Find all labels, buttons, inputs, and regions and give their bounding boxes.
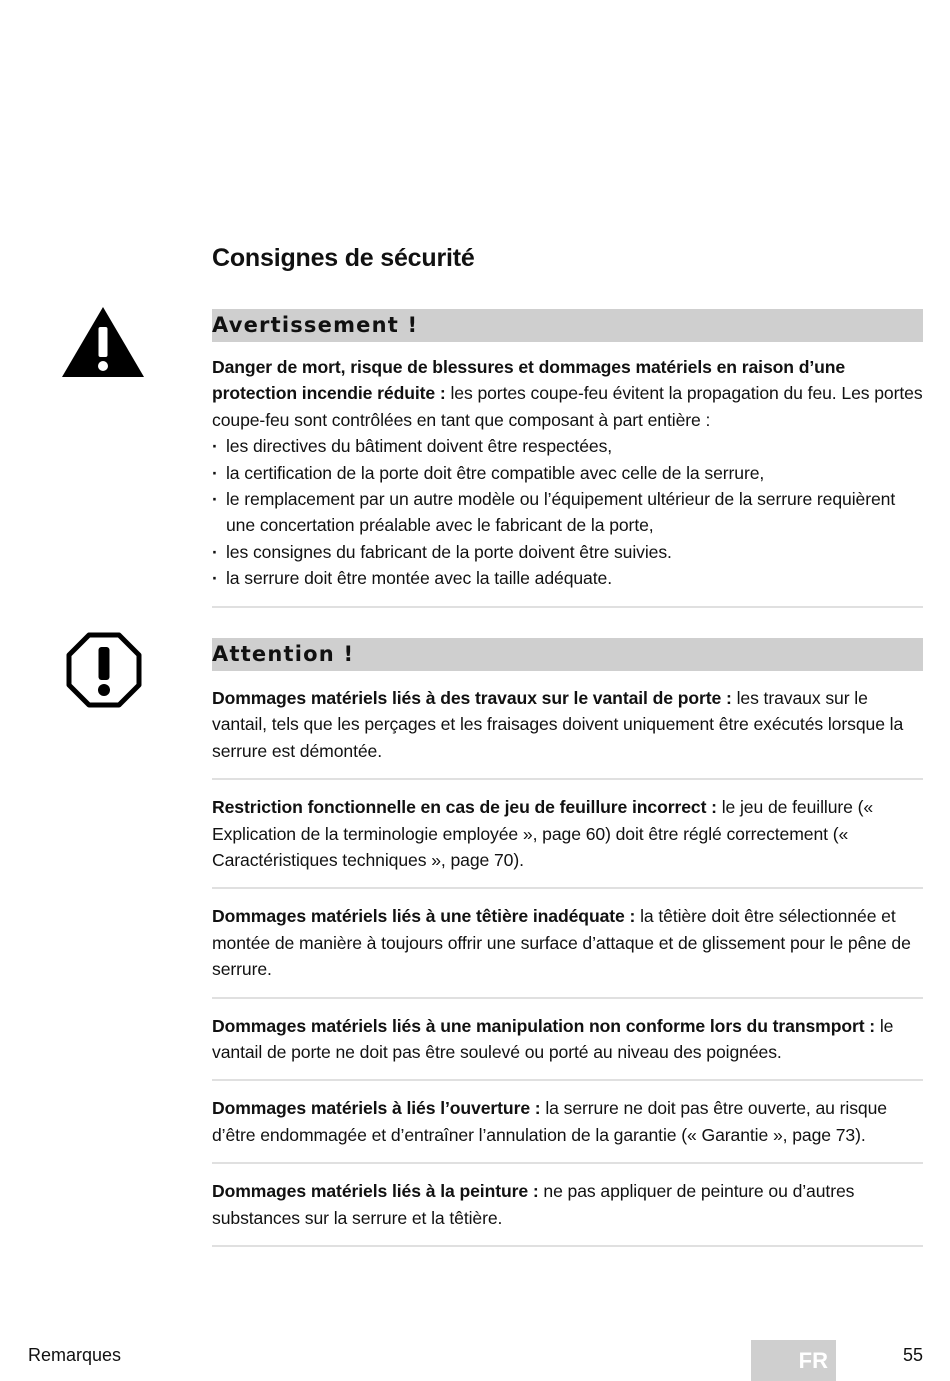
warning-banner: Avertissement ! <box>212 309 923 342</box>
caution-paragraph <box>212 685 923 764</box>
caution-item <box>212 780 923 889</box>
page-title: Consignes de sécurité <box>212 244 475 272</box>
page-number: 55 <box>902 1345 923 1365</box>
list-item: · les directives du bâtiment doivent être respectées, <box>212 433 923 459</box>
warning-bullet-list <box>212 433 923 591</box>
list-item: · la serrure doit être montée avec la taille adéquate. <box>212 565 923 591</box>
caution-item-bold: Dommages matériels liés à des travaux sur le vantail de porte : <box>212 688 732 708</box>
warning-lead <box>212 354 923 433</box>
exclamation-octagon-icon <box>66 632 142 708</box>
caution-paragraph <box>212 794 923 873</box>
divider <box>212 606 923 608</box>
caution-paragraph <box>212 903 923 982</box>
list-item: · le remplacement par un autre modèle ou l’équipement ultérieur de la serrure requièrent une concertation préalable avec le fabricant de la porte, <box>212 486 923 539</box>
caution-item-bold: Dommages matériels à liés l’ouverture : <box>212 1098 541 1119</box>
caution-item-text: les travaux sur le vantail, tels que les perçages et les fraisages doivent uniquement être exécutés lorsque la serrure est démontée. <box>212 688 904 761</box>
caution-item-text: le jeu de feuillure (« Explication de la terminologie employée », page 60) doit être réglé correctement (« Caractéristiques techniques », page 70). <box>212 797 874 871</box>
caution-banner: Attention ! <box>212 638 923 671</box>
list-item: · la certification de la porte doit être compatible avec celle de la serrure, <box>212 460 923 486</box>
warning-body <box>212 354 923 592</box>
caution-item-text: ne pas appliquer de peinture ou d’autres substances sur la serrure et la têtière. <box>212 1181 855 1228</box>
caution-item <box>212 1164 923 1247</box>
caution-item-bold: Dommages matériels liés à la peinture : <box>212 1181 539 1202</box>
caution-paragraph <box>212 1178 923 1231</box>
caution-item-text: la serrure ne doit pas être ouverte, au risque d’être endommagée et d’entraîner l’annulation de la garantie (« Garantie », page 73). <box>212 1098 887 1145</box>
caution-paragraph <box>212 1013 923 1066</box>
warning-lead-text: les portes coupe-feu évitent la propagation du feu. Les portes coupe-feu sont contrôlées en tant que composant à part entière : <box>212 383 923 430</box>
caution-item <box>212 889 923 998</box>
footer-section-label: Remarques <box>28 1345 122 1365</box>
caution-item-bold: Restriction fonctionnelle en cas de jeu de feuillure incorrect : <box>212 797 717 818</box>
warning-lead-bold: Danger de mort, risque de blessures et dommages matériels en raison d’une protection incendie réduite : <box>212 357 846 404</box>
caution-item-bold: Dommages matériels liés à une têtière inadéquate : <box>212 906 636 927</box>
caution-section <box>212 638 923 1247</box>
caution-item <box>212 999 923 1082</box>
list-item: · les consignes du fabricant de la porte doivent être suivies. <box>212 539 923 565</box>
warning-section <box>212 309 923 608</box>
caution-paragraph <box>212 1095 923 1148</box>
caution-item <box>212 1081 923 1164</box>
caution-item <box>212 671 923 780</box>
caution-item-text: la têtière doit être sélectionnée et montée de manière à toujours offrir une surface d’attaque et de glissement pour le pêne de serrure. <box>212 906 911 980</box>
caution-item-text: le vantail de porte ne doit pas être soulevé ou porté au niveau des poignées. <box>212 1015 894 1063</box>
language-badge: FR <box>751 1340 836 1381</box>
caution-item-bold: Dommages matériels liés à une manipulation non conforme lors du transmport : <box>212 1015 876 1036</box>
warning-triangle-icon <box>60 305 146 379</box>
